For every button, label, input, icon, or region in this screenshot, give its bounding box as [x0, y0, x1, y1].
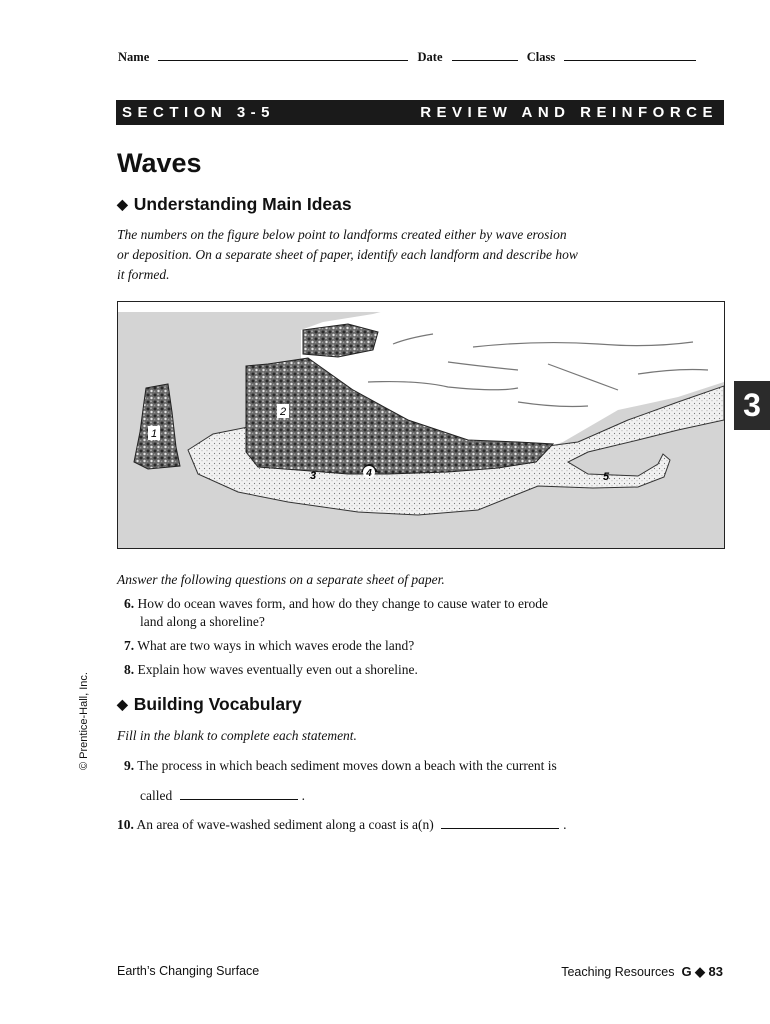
heading-text: Building Vocabulary [133, 694, 302, 714]
section-type: REVIEW AND REINFORCE [420, 104, 718, 121]
copyright-notice: © Prentice-Hall, Inc. [78, 672, 90, 770]
class-label: Class [526, 50, 556, 64]
instruction-line: it formed. [117, 267, 170, 282]
heading-text: Understanding Main Ideas [133, 194, 352, 214]
name-label: Name [118, 50, 150, 64]
instruction-line: The numbers on the figure below point to landforms created either by wave erosion [117, 227, 567, 242]
svg-text:5: 5 [602, 471, 610, 483]
page-number: 83 [708, 964, 723, 979]
class-blank[interactable] [564, 50, 696, 61]
name-blank[interactable] [158, 50, 408, 61]
question-text: What are two ways in which waves erode the land? [137, 638, 415, 653]
diamond-bullet-icon: ◆ [117, 196, 128, 212]
svg-text:2: 2 [279, 406, 287, 418]
question-text: Explain how waves eventually even out a shoreline. [137, 662, 418, 677]
figure-label-5 [603, 471, 610, 483]
coastline-illustration [118, 302, 724, 548]
question-number: 8. [124, 662, 135, 677]
question-number: 10. [117, 817, 134, 832]
question-9-continued [140, 786, 305, 805]
date-blank[interactable] [452, 50, 518, 61]
page-title: Waves [117, 148, 202, 178]
heading-vocabulary [117, 694, 302, 715]
answer-blank-10[interactable] [441, 816, 559, 829]
figure-label-1 [148, 426, 160, 440]
diamond-bullet-icon: ◆ [117, 696, 128, 712]
question-6-continued: land along a shoreline? [140, 614, 265, 629]
answer-blank-9[interactable] [180, 787, 298, 800]
svg-text:1: 1 [150, 428, 158, 440]
main-ideas-instruction [117, 225, 637, 285]
question-number: 9. [124, 758, 135, 773]
question-7 [124, 636, 414, 655]
question-number: 7. [124, 638, 135, 653]
question-text: The process in which beach sediment moves down a beach with the current is [137, 758, 557, 773]
question-number: 6. [124, 596, 135, 611]
question-text: called [140, 788, 173, 803]
instruction-line: or deposition. On a separate sheet of paper, identify each landform and describe how [117, 247, 578, 262]
period: . [563, 817, 567, 832]
chapter-tab: 3 [734, 381, 770, 430]
question-text: An area of wave-washed sediment along a coast is a(n) [136, 817, 434, 832]
question-8 [124, 660, 418, 679]
student-info-line [118, 50, 702, 65]
footer-book-title: Earth’s Changing Surface [117, 964, 260, 978]
question-6 [124, 594, 548, 613]
figure-label-2 [277, 404, 289, 418]
footer-code: G [681, 964, 692, 979]
section-bar [116, 100, 724, 125]
vocabulary-instruction: Fill in the blank to complete each statement. [117, 728, 357, 743]
footer-resource-label: Teaching Resources [561, 965, 675, 979]
footer-page-info [561, 964, 723, 980]
question-10 [117, 815, 567, 834]
date-label: Date [417, 50, 443, 64]
period: . [301, 788, 305, 803]
question-text: How do ocean waves form, and how do they change to cause water to erode [137, 596, 548, 611]
heading-main-ideas [117, 194, 352, 215]
svg-text:3: 3 [309, 470, 317, 482]
landform-figure [117, 301, 725, 549]
diamond-separator-icon: ◆ [695, 964, 706, 979]
svg-text:4: 4 [366, 468, 372, 479]
questions-instruction: Answer the following questions on a separate sheet of paper. [117, 572, 445, 587]
figure-label-3 [310, 470, 316, 482]
question-9 [124, 756, 557, 775]
section-number: SECTION 3-5 [122, 104, 276, 121]
